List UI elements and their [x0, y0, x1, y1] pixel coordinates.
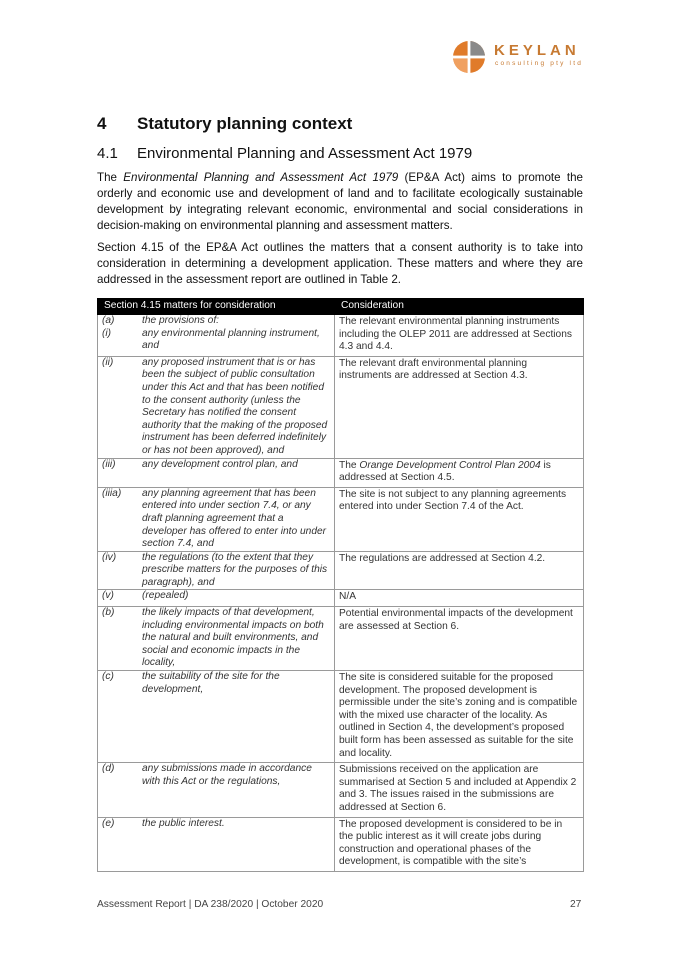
consideration-cell: The regulations are addressed at Section 4.2.: [335, 551, 584, 590]
table-row: [98, 356, 584, 458]
consideration-text: is addressed at Section 4.5.: [339, 459, 551, 484]
matters-table: [97, 298, 584, 872]
matter-text: the likely impacts of that development, including environmental impacts on both the natural and built environments, and social and economic impacts in the locality,: [142, 607, 324, 669]
matter-text: (repealed): [142, 590, 189, 602]
consideration-cell: The relevant environmental planning instruments including the OLEP 2011 are addressed at Sections 4.3 and 4.4.: [335, 315, 584, 357]
matter-cell: [98, 315, 335, 357]
page-footer: Assessment Report | DA 238/2020 | October 2020: [97, 899, 324, 910]
matter-text: any submissions made in accordance with this Act or the regulations,: [142, 763, 312, 787]
table-row: [98, 607, 584, 671]
section-number: 4: [97, 114, 107, 133]
matter-ref: (v): [102, 590, 114, 602]
matter-text: the suitability of the site for the development,: [142, 671, 280, 695]
table-row: [98, 551, 584, 590]
consideration-cell: The site is not subject to any planning agreements entered into under Section 7.4 of the Act.: [335, 487, 584, 551]
matter-cell: [98, 671, 335, 763]
matter-text: the provisions of:: [142, 315, 220, 326]
matter-text: any environmental planning instrument, and: [142, 327, 320, 352]
matter-ref: (b): [102, 607, 115, 619]
matter-ref: (a): [102, 315, 115, 326]
consideration-cell: N/A: [335, 590, 584, 607]
matter-ref: (iv): [102, 551, 117, 563]
matter-cell: [98, 590, 335, 607]
matter-cell: [98, 356, 335, 458]
page-number: 27: [570, 899, 582, 910]
consideration-text: The: [339, 459, 360, 471]
matter-text: any planning agreement that has been entered into under section 7.4, or any draft planning agreement that a developer has offered to enter into under section 7.4, and: [142, 487, 327, 550]
keylan-logo-icon: [452, 40, 486, 74]
dcp-title: Orange Development Control Plan 2004: [359, 459, 541, 471]
header-matters: Section 4.15 matters for consideration: [98, 299, 335, 315]
matter-cell: [98, 763, 335, 817]
matter-ref: (ii): [102, 356, 114, 368]
act-title: Environmental Planning and Assessment Act 1979: [123, 171, 399, 184]
table-row: [98, 458, 584, 487]
table-header-row: [98, 299, 584, 315]
consideration-cell: Potential environmental impacts of the development are assessed at Section 6.: [335, 607, 584, 671]
table-row: [98, 487, 584, 551]
matter-cell: [98, 487, 335, 551]
matter-cell: [98, 458, 335, 487]
table-row: [98, 315, 584, 357]
matter-text: the regulations (to the extent that they prescribe matters for the purposes of this paragraph), and: [142, 551, 328, 588]
section-title: Statutory planning context: [137, 114, 353, 133]
matter-text: any proposed instrument that is or has been the subject of public consultation under this Act and that has been notified to the consent authority (unless the Secretary has notified the consent authority that the making of the proposed instrument has been deferred indefinitely or has not been approved), and: [142, 356, 328, 456]
matter-cell: [98, 607, 335, 671]
matter-ref: (iii): [102, 458, 116, 470]
matter-ref: (e): [102, 817, 115, 829]
logo-name: KEYLAN: [494, 42, 580, 59]
intro-rest: (EP&A Act) aims to promote the orderly and economic use and development of land and to facilitate ecologically sustainable development by integrating relevant economic, environmental and social considerations in decision-making on environmental planning and assessment matters.: [97, 171, 583, 232]
consideration-cell: The proposed development is considered to be in the public interest as it will create jobs during construction and operational phases of the development, is compatible with the site’s: [335, 817, 584, 871]
consideration-cell: The relevant draft environmental planning instruments are addressed at Section 4.3.: [335, 356, 584, 458]
table-row: [98, 671, 584, 763]
keylan-logo: [452, 40, 592, 74]
logo-tagline: consulting pty ltd: [495, 60, 584, 67]
matter-ref: (iiia): [102, 487, 122, 499]
subsection-heading: [97, 145, 472, 162]
subsection-title: Environmental Planning and Assessment Act 1979: [137, 145, 473, 162]
matter-text: the public interest.: [142, 817, 225, 829]
matter-cell: [98, 817, 335, 871]
table-row: [98, 763, 584, 817]
intro-prefix: The: [97, 171, 124, 184]
matter-cell: [98, 551, 335, 590]
matter-ref: (c): [102, 671, 114, 683]
section-paragraph: Section 4.15 of the EP&A Act outlines the matters that a consent authority is to take into consideration in determining a development application. These matters and where they are addressed in the assessment report are outlined in Table 2.: [97, 241, 583, 286]
consideration-cell: [335, 458, 584, 487]
matter-text: any development control plan, and: [142, 458, 298, 470]
matter-ref: (d): [102, 763, 115, 775]
consideration-cell: The site is considered suitable for the proposed development. The proposed development is permissible under the site’s zoning and is compatible with the mixed use character of the locality. As outlined in Section 4, the development’s proposed built form has been assessed as suitable for the site and locality.: [335, 671, 584, 763]
consideration-cell: Submissions received on the application are summarised at Section 5 and included at Appendix 2 and 3. The issues raised in the submissions are addressed at Section 6.: [335, 763, 584, 817]
table-row: [98, 817, 584, 871]
subsection-number: 4.1: [97, 145, 118, 162]
section-heading: [97, 114, 352, 134]
matter-ref: (i): [102, 327, 112, 339]
intro-paragraph: [97, 170, 583, 234]
table-row: [98, 590, 584, 607]
header-consideration: Consideration: [335, 299, 584, 315]
